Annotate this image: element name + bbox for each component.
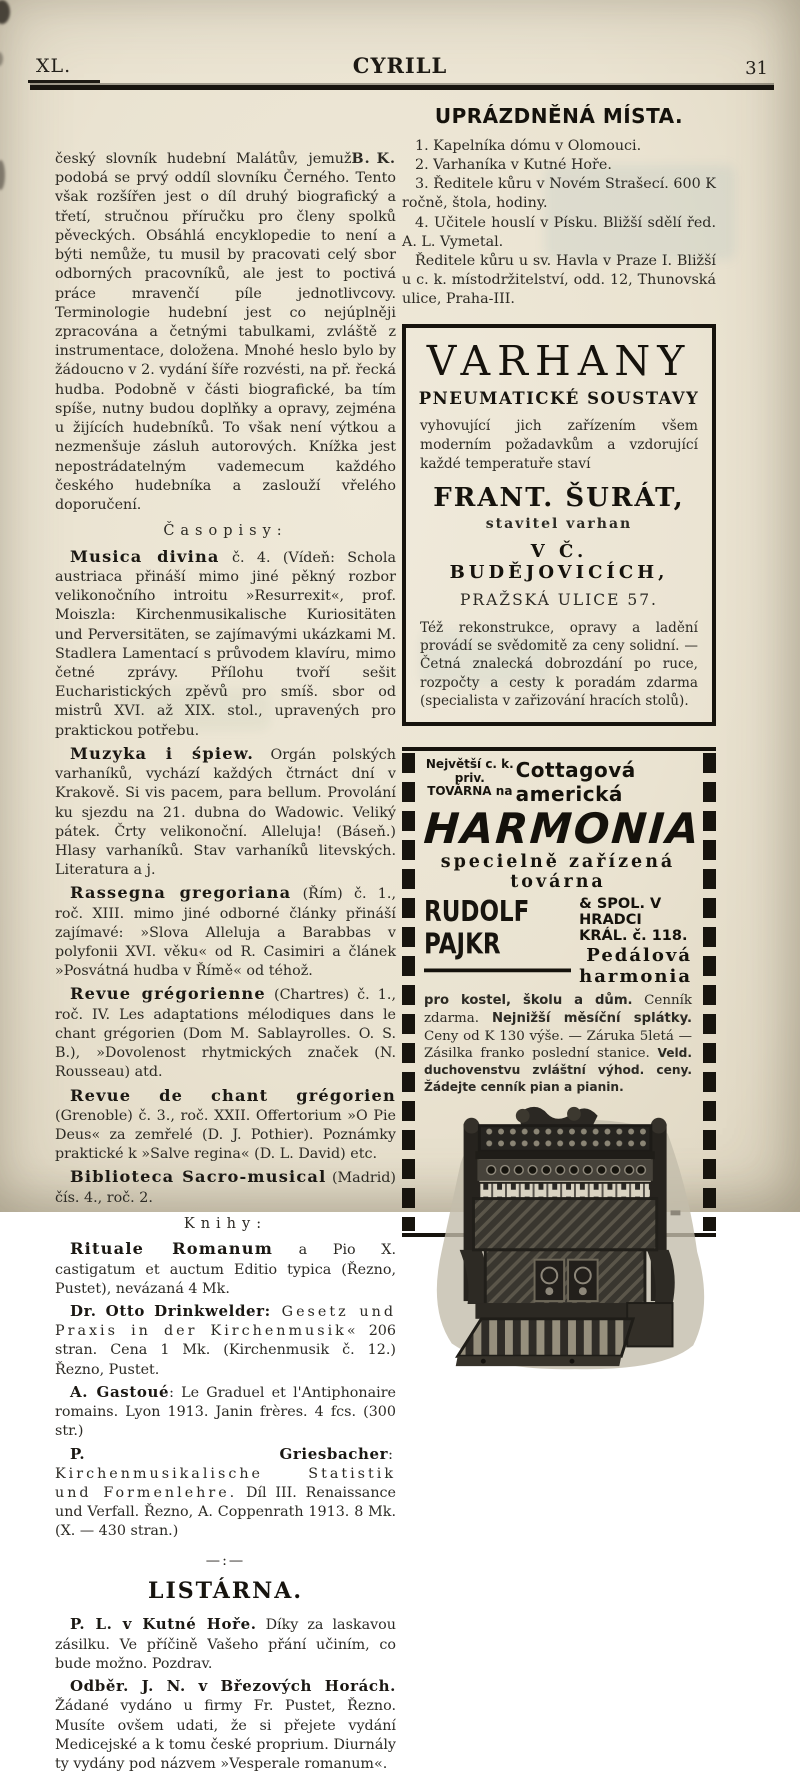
entry-lead: P. Griesbacher xyxy=(70,1444,389,1463)
book-entry: Rituale Romanum a Pio X. castigatum et auctum Editio typica (Řezno, Pustet), nevázaná 4 Mk. xyxy=(55,1239,396,1297)
entry-lead: A. Gastoué xyxy=(70,1382,170,1401)
letter-entry: Odběr. J. N. v Březových Horách. Žádané vydáno u firmy Fr. Pustet, Řezno. Musíte ovšem udati, že si přejete vydání Medicejské a k tomu české proprium. Diurnály ty vydány pod názvem »Vesperale romanum«. xyxy=(55,1677,396,1772)
entry-lead: Biblioteca Sacro-musical xyxy=(70,1167,327,1187)
intro-paragraph: B. K. český slovník hudební Malátův, jemuž podobá se prvý oddíl slovníku Černého. Tento však rozšířen jest o díl druhý biografický a třetí, stručnou příručku pro členy spolků pěveckých. Obsáhlá encyklopedie to není a býti nemůže, tu musil by pracovati celý sbor odborných pracovníků, ale jest to poctivá práce mravenčí píle jednotlivcovy. Terminologie hudební jest co nejúplněji zpracována a četnými tabulkami, zvláště z instrumentace, doložena. Mnohé heslo bylo by žádoucno v 2. vydání šíře rozvésti, na př. řecká hudba. Podobně v části biografické, ba tím spíše, nutny budou doplňky a opravy, zejména u žijících hudebníků. To však není výtkou a nezmenšuje zásluh autorových. Knížka jest nepostrádatelným vademecum každého českého hudebníka a zaslouží vřelého doporučení. xyxy=(55,151,396,513)
issue-number: XL. xyxy=(36,55,72,77)
harmonia-header-row xyxy=(424,758,692,806)
left-column xyxy=(55,150,396,1776)
periodical-entry: Musica divina č. 4. (Vídeň: Schola austriaca přináší mimo jiné pěkný rozbor velikonočního introitu »Resurrexit«, prof. Moiszla: Kirchenmusikalische Kuriositäten und Perversitäten, se zajímavými ukázkami M. Stadlera Lamentací s průvodem klavíru, mimo četné zprávy. Přílohu tvoří sešit Eucharistických zpěvů pro smíš. sbor od mistrů XVI. až XIX. stol., upravených pro praktickou potřebu. xyxy=(55,546,396,739)
entry-lead: Muzyka i śpiew. xyxy=(70,743,255,763)
entry-lead: Musica divina xyxy=(70,546,220,566)
periodical-entry: Muzyka i śpiew. Orgán polských varhaníků, vychází každých čtrnáct dní v Krakově. Si vis pacem, para bellum. Provolání ku sjezdu na 21. dubna do Wadowic. Veliký pátek. Črty velikonoční. Alleluja! (Báseň.) Hlasy varhaníků. Stav varhaníků litevských. Literatura a j. xyxy=(55,743,397,879)
harmonia-advertisement xyxy=(402,747,716,1237)
book-entry: Dr. Otto Drinkwelder: Gesetz und Praxis in der Kirchenmusik« 206 stran. Cena 1 Mk. (Kirchenmusik č. 12.) Řezno, Pustet. xyxy=(55,1302,396,1378)
section-heading-casopisy: Časopisy: xyxy=(163,523,288,540)
book-entry: A. Gastoué: Le Graduel et l'Antiphonaire romains. Lyon 1913. Janin frères. 4 fcs. (300 str.) xyxy=(55,1382,396,1440)
periodical-entry: Revue de chant grégorien (Grenoble) č. 3., roč. XXII. Offertorium »O Pie Deus« za zemřelé (D. J. Pothier). Poznámky praktické k »Salve regina« (D. L. David) etc. xyxy=(55,1085,396,1163)
cottage-label: Cottagová americká xyxy=(515,757,636,806)
right-column xyxy=(402,104,716,1237)
ad-builder-role: stavitel varhan xyxy=(485,516,633,533)
harmonia-subtitle: specielně zařízená továrna xyxy=(440,851,676,892)
vacancy-item: 2. Varhaníka v Kutné Hoře. xyxy=(415,157,612,174)
varhany-advertisement xyxy=(402,324,716,725)
entry-lead: Dr. Otto Drinkwelder: xyxy=(70,1302,271,1321)
page-number: 31 xyxy=(745,58,768,79)
entry-lead: P. L. v Kutné Hoře. xyxy=(70,1615,257,1634)
ad-subtitle: PNEUMATICKÉ SOUSTAVY xyxy=(418,389,700,409)
header-rule xyxy=(30,85,774,90)
scan-blot xyxy=(0,160,5,190)
ad-title: VARHANY xyxy=(426,337,692,386)
factory-label: Největší c. k. priv. TOVÁRNA na xyxy=(425,756,514,799)
harmonium-photo xyxy=(424,1102,692,1378)
listarna-heading: LISTÁRNA. xyxy=(147,1577,303,1604)
harmonia-title: HARMONIA xyxy=(422,803,703,853)
harmonia-body-text: pro kostel, školu a dům. Cenník zdarma. Nejnižší měsíční splátky. Ceny od K 130 výše. — Záruka 5letá — Zásilka franko poslední stanice. Veld. duchovenstvu zvláštní výhod. ceny. Žádejte cenník pian a pianin. xyxy=(424,992,692,1094)
signature: B. K. xyxy=(351,151,396,167)
section-divider: —:— xyxy=(205,1552,246,1569)
entry-lead: Rituale Romanum xyxy=(70,1239,274,1259)
section-heading-knihy: Knihy: xyxy=(183,1215,268,1232)
issue-underline-rule xyxy=(28,80,100,83)
periodical-entry: Revue grégorienne (Chartres) č. 1., roč. IV. Les adaptations mélodiques dans le chant grégorien (Dom M. Sablayrolles. O. S. B.), »Dovolenost rhytmických značek (N. Rousseau) atd. xyxy=(55,984,396,1081)
owner-name: RUDOLF PAJKR xyxy=(424,896,571,972)
journal-title: CYRILL xyxy=(352,53,448,78)
ad-city: V Č. BUDĚJOVICÍCH, xyxy=(449,541,669,584)
scan-blot xyxy=(0,0,10,24)
entry-lead: Revue de chant grégorien xyxy=(70,1085,396,1105)
pedal-harmonia-label: Pedálová harmonia xyxy=(579,944,693,987)
ad-builder-name: FRANT. ŠURÁT, xyxy=(433,483,685,514)
entry-lead: Odběr. J. N. v Březových Horách. xyxy=(70,1677,396,1696)
ad-text: vyhovující jich zařízením všem moderním požadavkům a vzdorující každé temperatuře staví xyxy=(420,418,698,472)
owner-details: & SPOL. V HRADCI KRÁL. č. 118. Pedálová harmonia xyxy=(579,895,693,987)
book-entry: P. Griesbacher: Kirchenmusikalische Statistik und Formenlehre. Díl III. Renaissance und Verfall. Řezno, A. Coppenrath 1913. 8 Mk. (X. — 430 stran.) xyxy=(55,1444,396,1540)
periodical-entry: Biblioteca Sacro-musical (Madrid) čís. 4., roč. 2. xyxy=(55,1167,396,1206)
vacancy-item: Ředitele kůru u sv. Havla v Praze I. Bližší u c. k. místodržitelství, odd. 12, Thunovská ulice, Praha-III. xyxy=(402,252,716,308)
owner-row xyxy=(424,896,692,987)
letter-entry: P. L. v Kutné Hoře. Díky za laskavou zásilku. Ve příčině Vašeho přání učiním, co bude možno. Pozdrav. xyxy=(55,1615,396,1672)
ad-text: Též rekonstrukce, opravy a ladění provádí se svědomitě za ceny solidní. — Četná znalecká dobrozdání po ruce, rozpočty a cesty k poradám zdarma (specialista v zařizování hracích stolů). xyxy=(420,620,698,709)
entry-lead: Rassegna gregoriana xyxy=(70,883,292,903)
harmonium-illustration xyxy=(424,1102,720,1374)
entry-lead: Revue grégorienne xyxy=(70,984,266,1004)
periodical-entry: Rassegna gregoriana (Řím) č. 1., roč. XIII. mimo jiné odborné články přináší zajímavé: »Slova Alleluja a Barabbas v polyfonii XVI. věku« od R. Casimiri a článek »Posvátná hudba v Římě« od téhož. xyxy=(55,883,396,980)
vacancy-item: 3. Ředitele kůru v Novém Strašecí. 600 K ročně, štola, hodiny. xyxy=(402,176,716,212)
harmonia-title-row xyxy=(422,803,703,853)
vacancies-heading: UPRÁZDNĚNÁ MÍSTA. xyxy=(434,104,684,128)
vacancy-item: 1. Kapelníka dómu v Olomouci. xyxy=(415,138,642,154)
ad-street: PRAŽSKÁ ULICE 57. xyxy=(460,591,658,610)
vacancy-item: 4. Učitele houslí v Písku. Bližší sdělí řed. A. L. Vymetal. xyxy=(402,214,716,250)
